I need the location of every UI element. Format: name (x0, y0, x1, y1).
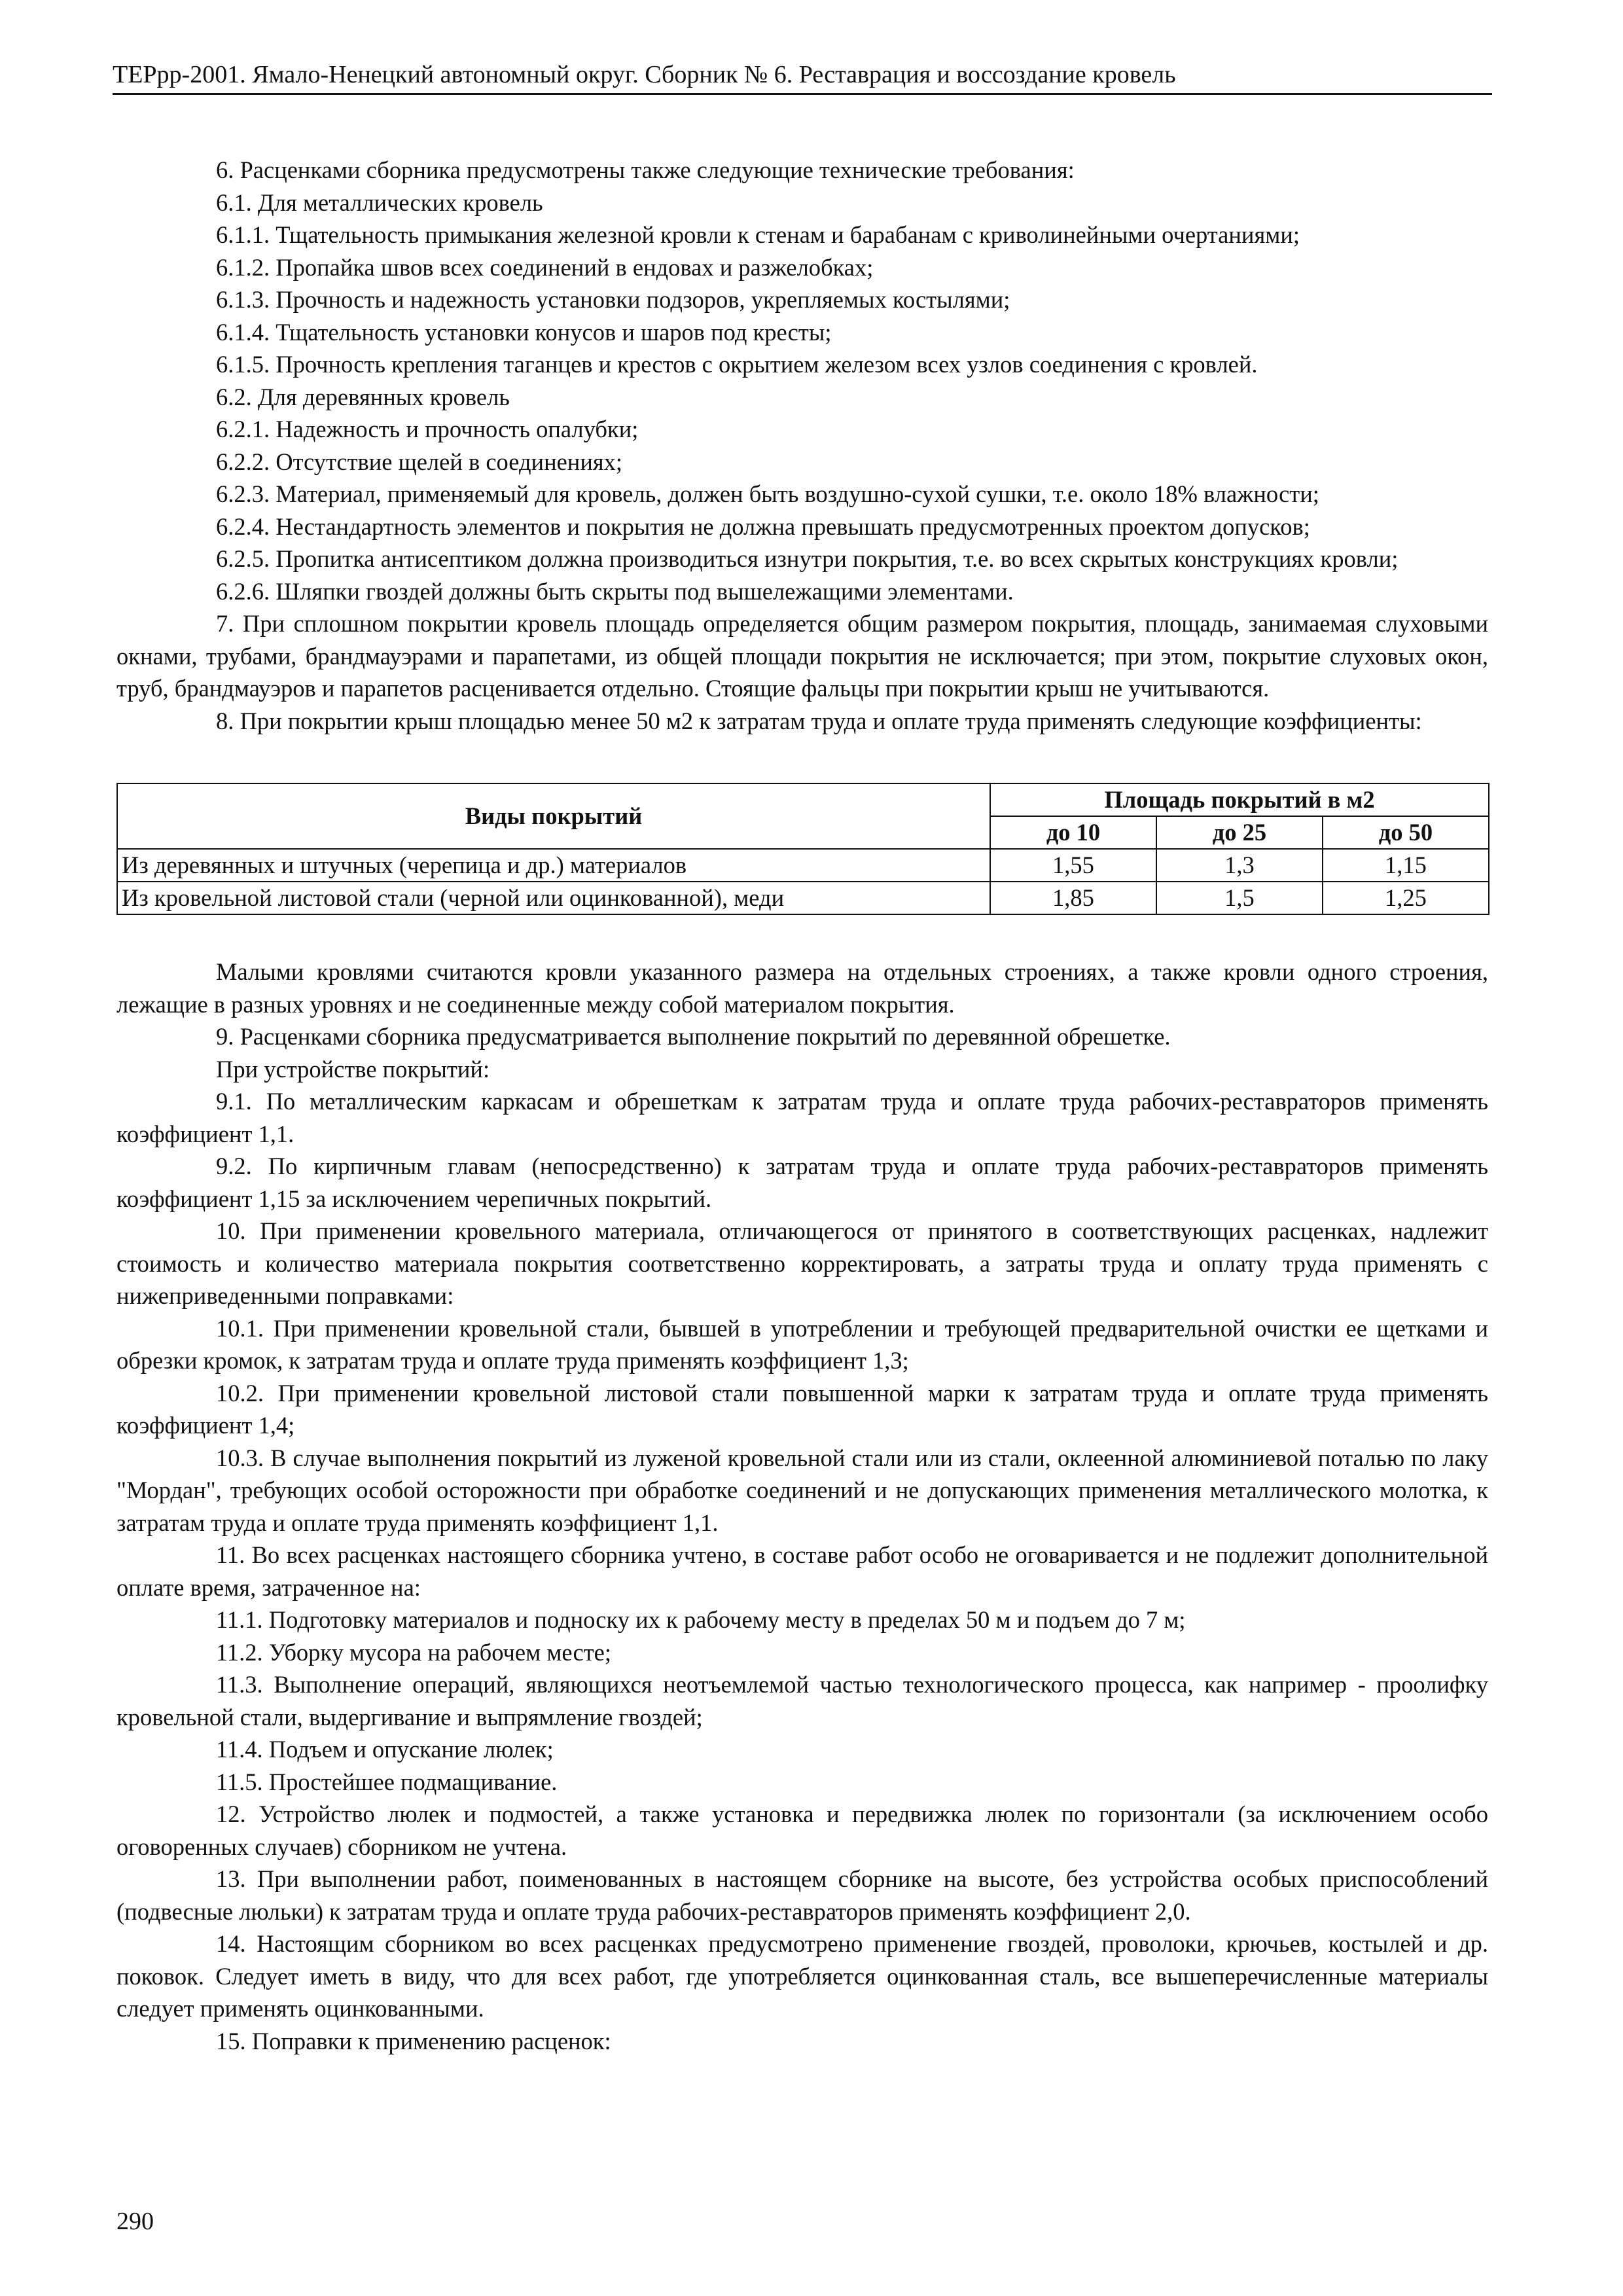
paragraph: 11.5. Простейшее подмащивание. (216, 1768, 558, 1795)
paragraph: 10.1. При применении кровельной стали, бывшей в употреблении и требующей предварительной очистки ее щетками и обрезки кромок, к затратам труда и оплате труда применять коэффициент 1,3; (116, 1314, 1488, 1374)
table-header-row (117, 783, 1489, 816)
page-number: 290 (116, 2208, 154, 2235)
table-cell: 1,25 (1323, 882, 1489, 914)
column-header-area: Площадь покрытий в м2 (990, 783, 1489, 816)
paragraph: 15. Поправки к применению расценок: (216, 2027, 611, 2054)
paragraph: 8. При покрытии крыш площадью менее 50 м2 к затратам труда и оплате труда применять следующие коэффициенты: (216, 707, 1422, 734)
paragraph: 6.2.5. Пропитка антисептиком должна производиться изнутри покрытия, т.е. во всех скрытых конструкциях кровли; (216, 545, 1399, 572)
paragraph: 6.1.4. Тщательность установки конусов и шаров под кресты; (216, 318, 832, 346)
paragraph: 11.2. Уборку мусора на рабочем месте; (216, 1638, 612, 1666)
paragraph: 6.2.3. Материал, применяемый для кровель, должен быть воздушно-сухой сушки, т.е. около 18% влажности; (216, 480, 1319, 507)
table-cell: 1,5 (1156, 882, 1323, 914)
paragraph: 6.1.1. Тщательность примыкания железной кровли к стенам и барабанам с криволинейными очертаниями; (216, 221, 1300, 248)
column-header-type: Виды покрытий (117, 783, 990, 849)
paragraph: При устройстве покрытий: (216, 1055, 490, 1083)
paragraph: 6.2.6. Шляпки гвоздей должны быть скрыты под вышележащими элементами. (216, 577, 1014, 605)
paragraph: 10. При применении кровельного материала, отличающегося от принятого в соответствующих расценках, надлежит стоимость и количество материала покрытия соответственно корректировать, а затраты труда и оплату труда применять с нижеприведенными поправками: (116, 1217, 1488, 1309)
paragraph: 9.1. По металлическим каркасам и обрешеткам к затратам труда и оплате труда рабочих-реставраторов применять коэффициент 1,1. (116, 1088, 1488, 1147)
paragraph: 12. Устройство люлек и подмостей, а также установка и передвижка люлек по горизонтали (за исключением особо оговоренных случаев) сборником не учтена. (116, 1801, 1488, 1860)
row-label: Из деревянных и штучных (черепица и др.) материалов (117, 849, 990, 882)
paragraph: 11.1. Подготовку материалов и подноску их к рабочему месту в пределах 50 м и подъем до 7 м; (216, 1606, 1186, 1633)
paragraph: 7. При сплошном покрытии кровель площадь определяется общим размером покрытия, площадь, занимаемая слуховыми окнами, трубами, брандмауэрами и парапетами, из общей площади покрытия не исключается; при этом, покрытие слуховых окон, труб, брандмауэров и парапетов расценивается отдельно. Стоящие фальцы при покрытии крыш не учитываются. (116, 610, 1488, 702)
document-body (116, 154, 1488, 2057)
subheader-cell: до 50 (1323, 816, 1489, 849)
paragraph: Малыми кровлями считаются кровли указанного размера на отдельных строениях, а также кровли одного строения, лежащие в разных уровнях и не соединенные между собой материалом покрытия. (116, 958, 1488, 1018)
table-row (117, 849, 1489, 882)
paragraph: 9.2. По кирпичным главам (непосредственно) к затратам труда и оплате труда рабочих-реставраторов применять коэффициент 1,15 за исключением черепичных покрытий. (116, 1153, 1488, 1212)
paragraph: 9. Расценками сборника предусматривается выполнение покрытий по деревянной обрешетке. (216, 1023, 1171, 1050)
paragraph: 10.2. При применении кровельной листовой стали повышенной марки к затратам труда и оплате труда применять коэффициент 1,4; (116, 1379, 1488, 1439)
paragraph: 13. При выполнении работ, поименованных в настоящем сборнике на высоте, без устройства особых приспособлений (подвесные люльки) к затратам труда и оплате труда рабочих-реставраторов применять коэффициент 2,0. (116, 1865, 1488, 1925)
row-label: Из кровельной листовой стали (черной или оцинкованной), меди (117, 882, 990, 914)
table-cell: 1,55 (990, 849, 1156, 882)
paragraph: 11. Во всех расценках настоящего сборника учтено, в составе работ особо не оговаривается и не подлежит дополнительной оплате время, затраченное на: (116, 1541, 1488, 1601)
table-row (117, 882, 1489, 914)
subheader-cell: до 10 (990, 816, 1156, 849)
paragraph: 14. Настоящим сборником во всех расценках предусмотрено применение гвоздей, проволоки, крючьев, костылей и др. поковок. Следует иметь в виду, что для всех работ, где употребляется оцинкованная сталь, все вышеперечисленные материалы следует применять оцинкованными. (116, 1930, 1488, 2022)
paragraph: 6.2.2. Отсутствие щелей в соединениях; (216, 448, 623, 475)
paragraph: 6.2.4. Нестандартность элементов и покрытия не должна превышать предусмотренных проектом допусков; (216, 512, 1310, 540)
table-cell: 1,85 (990, 882, 1156, 914)
table-cell: 1,3 (1156, 849, 1323, 882)
paragraph: 6.1.5. Прочность крепления таганцев и крестов с окрытием железом всех узлов соединения с кровлей. (216, 351, 1258, 378)
paragraph: 6.1.2. Пропайка швов всех соединений в ендовах и разжелобках; (216, 253, 874, 281)
paragraph: 10.3. В случае выполнения покрытий из луженой кровельной стали или из стали, оклеенной алюминиевой поталью по лаку "Мордан", требующих особой осторожности при обработке соединений и не допускающих применения металлического молотка, к затратам труда и оплате труда применять коэффициент 1,1. (116, 1444, 1488, 1536)
paragraph: 11.3. Выполнение операций, являющихся неотъемлемой частью технологического процесса, как например - проолифку кровельной стали, выдергивание и выпрямление гвоздей; (116, 1671, 1488, 1731)
paragraph: 6. Расценками сборника предусмотрены также следующие технические требования: (216, 156, 1075, 183)
paragraph: 6.2.1. Надежность и прочность опалубки; (216, 416, 639, 442)
table-cell: 1,15 (1323, 849, 1489, 882)
paragraph: 6.2. Для деревянных кровель (216, 383, 510, 410)
page-header: ТЕРрр-2001. Ямало-Ненецкий автономный округ. Сборник № 6. Реставрация и воссоздание кровель (113, 58, 1492, 95)
coefficients-table (116, 783, 1489, 915)
paragraph: 6.1. Для металлических кровель (216, 188, 543, 216)
paragraph: 6.1.3. Прочность и надежность установки подзоров, укрепляемых костылями; (216, 286, 1010, 313)
paragraph: 11.4. Подъем и опускание люлек; (216, 1736, 554, 1763)
subheader-cell: до 25 (1156, 816, 1323, 849)
